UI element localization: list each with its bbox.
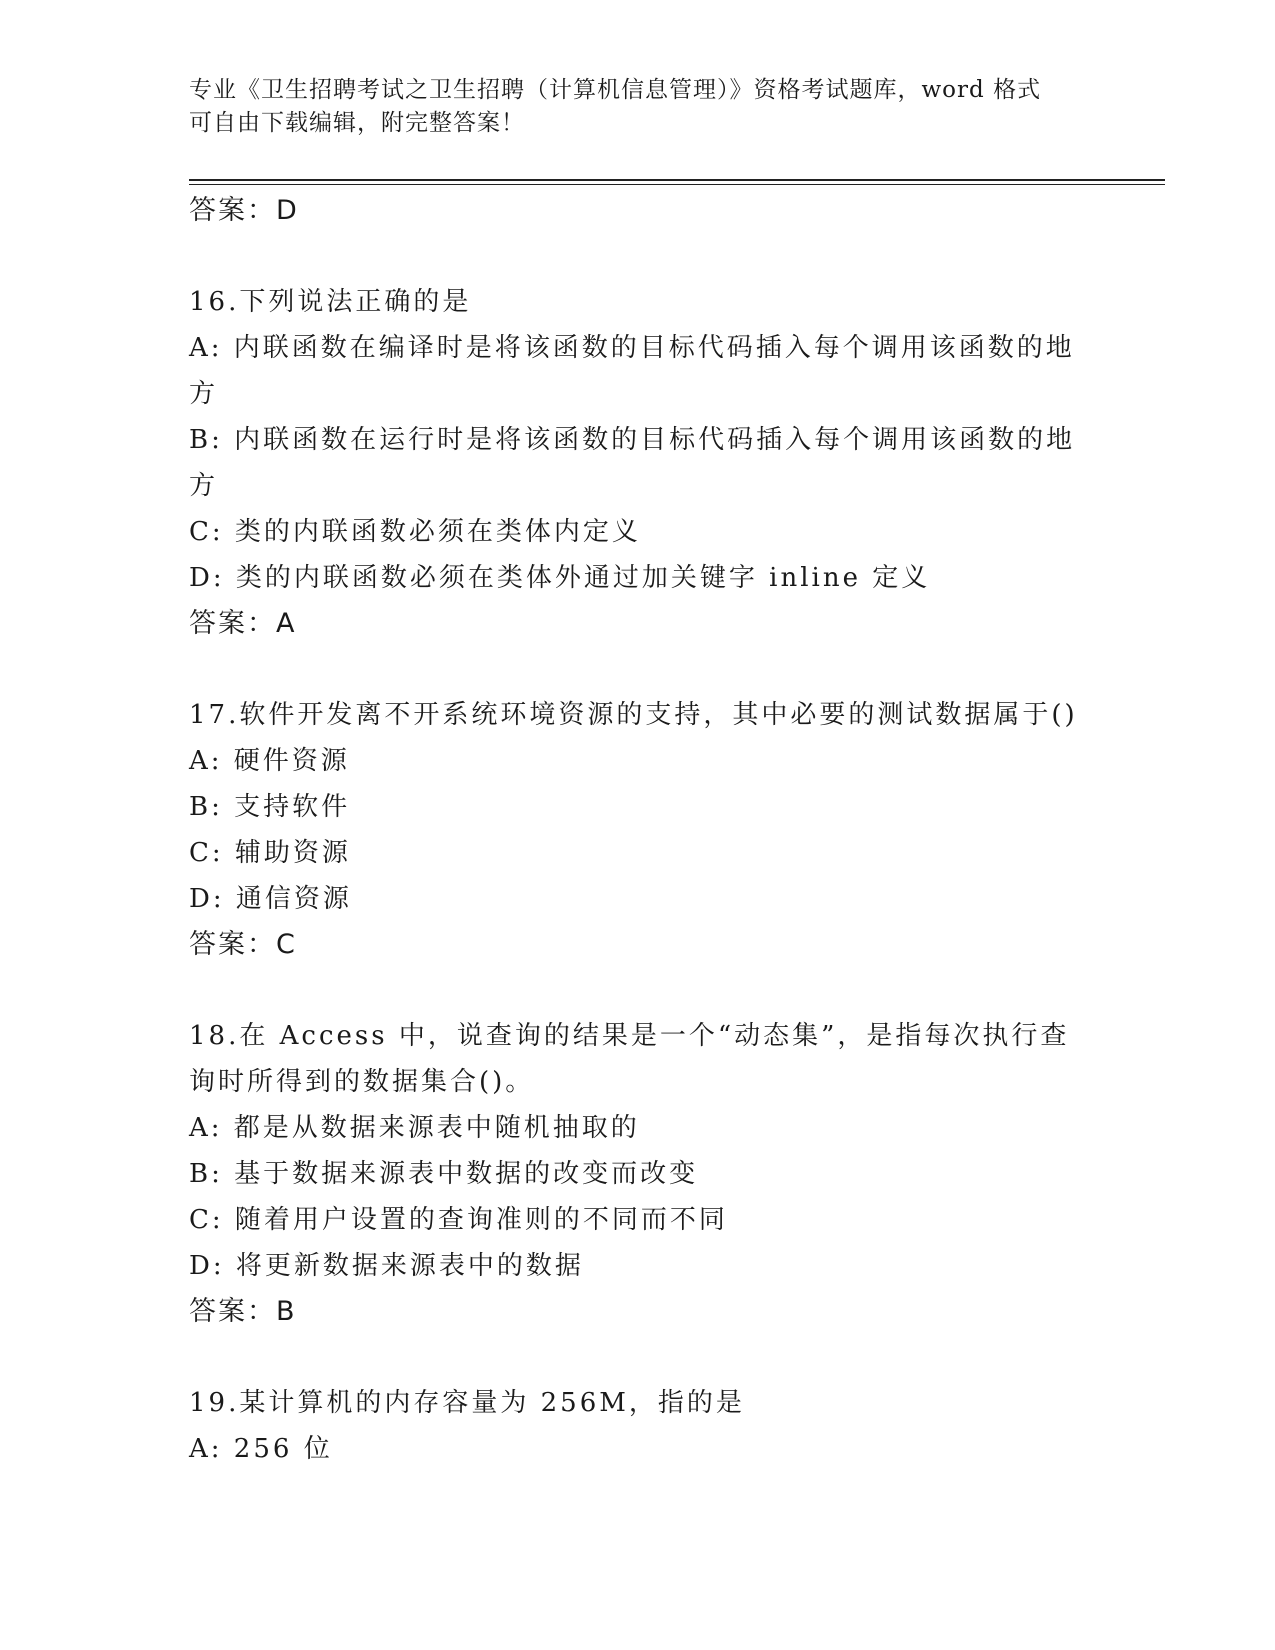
header-divider-thin <box>189 184 1165 185</box>
question-16-option-b-cont: 方 <box>189 471 219 501</box>
question-19 <box>189 1380 1089 1472</box>
question-18-stem-cont: 询时所得到的数据集合()。 <box>189 1067 535 1097</box>
question-18-option-b: B: 基于数据来源表中数据的改变而改变 <box>189 1159 699 1189</box>
question-17-option-a: A: 硬件资源 <box>189 746 350 776</box>
question-18-option-d: D: 将更新数据来源表中的数据 <box>189 1251 584 1281</box>
header-divider-thick <box>189 179 1165 181</box>
question-19-option-a: A: 256 位 <box>189 1434 333 1464</box>
answer-line-15: 答案：D <box>189 195 299 226</box>
document-header <box>189 74 1089 140</box>
question-list <box>189 188 1089 1472</box>
answer-line-17: 答案：C <box>189 929 297 960</box>
header-line-1: 专业《卫生招聘考试之卫生招聘（计算机信息管理）》资格考试题库，word 格式 <box>189 77 1042 103</box>
question-18-stem: 18.在 Access 中，说查询的结果是一个“动态集”，是指每次执行查 <box>189 1021 1070 1051</box>
question-16 <box>189 279 1089 647</box>
question-16-option-d: D: 类的内联函数必须在类体外通过加关键字 inline 定义 <box>189 563 931 593</box>
question-17-option-c: C: 辅助资源 <box>189 838 351 868</box>
question-16-option-c: C: 类的内联函数必须在类体内定义 <box>189 517 641 547</box>
question-18 <box>189 1013 1089 1335</box>
question-17-option-d: D: 通信资源 <box>189 884 352 914</box>
answer-line-16: 答案：A <box>189 608 297 639</box>
question-16-option-b: B: 内联函数在运行时是将该函数的目标代码插入每个调用该函数的地 <box>189 425 1076 455</box>
question-18-option-a: A: 都是从数据来源表中随机抽取的 <box>189 1113 640 1143</box>
question-16-option-a: A: 内联函数在编译时是将该函数的目标代码插入每个调用该函数的地 <box>189 333 1075 363</box>
header-line-2: 可自由下载编辑，附完整答案！ <box>189 110 525 136</box>
answer-line-18: 答案：B <box>189 1296 297 1327</box>
question-17-option-b: B: 支持软件 <box>189 792 351 822</box>
question-16-option-a-cont: 方 <box>189 379 219 409</box>
question-16-stem: 16.下列说法正确的是 <box>189 287 472 317</box>
question-17-stem: 17.软件开发离不开系统环境资源的支持，其中必要的测试数据属于() <box>189 700 1078 730</box>
question-17 <box>189 692 1089 968</box>
question-18-option-c: C: 随着用户设置的查询准则的不同而不同 <box>189 1205 728 1235</box>
question-19-stem: 19.某计算机的内存容量为 256M，指的是 <box>189 1388 745 1418</box>
